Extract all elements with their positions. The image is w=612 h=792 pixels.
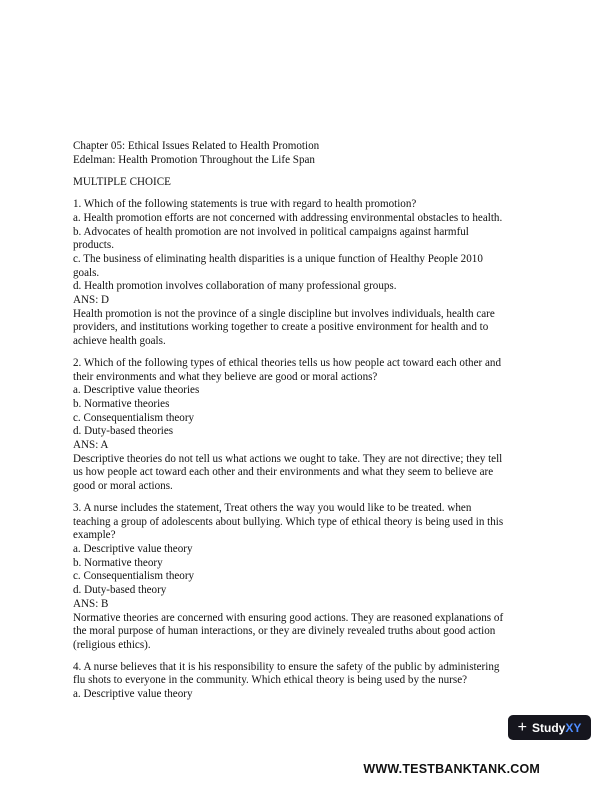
answer-option: c. The business of eliminating health disparities is a unique function of Healthy People 2010 xyxy=(73,252,483,265)
question-list xyxy=(73,198,543,702)
document-body xyxy=(73,140,543,710)
rationale-text: Descriptive theories do not tell us what actions we ought to take. They are not directive; they tell xyxy=(73,452,503,465)
plus-icon: + xyxy=(517,718,527,736)
footer-url[interactable]: WWW.TESTBANKTANK.COM xyxy=(363,762,540,776)
answer-option: c. Consequentialism theory xyxy=(73,570,195,583)
rationale-text: the moral purpose of human interactions, or they are divinely revealed truths about good action xyxy=(73,625,496,638)
question-stem: example? xyxy=(73,529,116,542)
question-stem: 3. A nurse includes the statement, Treat others the way you would like to be treated. when xyxy=(73,501,472,514)
question-stem: 1. Which of the following statements is true with regard to health promotion? xyxy=(73,198,417,211)
rationale-text: Health promotion is not the province of a single discipline but involves individuals, health care xyxy=(73,307,495,320)
answer-option: b. Normative theories xyxy=(73,397,170,410)
answer-option: goals. xyxy=(73,266,100,279)
badge-name-accent: XY xyxy=(565,720,582,735)
answer-key: ANS: A xyxy=(73,439,109,452)
question-stem: flu shots to everyone in the community. Which ethical theory is being used by the nurse? xyxy=(73,674,468,687)
question-block xyxy=(73,357,543,494)
rationale-text: Normative theories are concerned with ensuring good actions. They are reasoned explanations of xyxy=(73,611,504,624)
answer-option: products. xyxy=(73,239,114,252)
rationale-text: good or moral actions. xyxy=(73,480,173,493)
question-block xyxy=(73,661,543,702)
question-stem: 4. A nurse believes that it is his responsibility to ensure the safety of the public by administering xyxy=(73,660,500,673)
section-title: MULTIPLE CHOICE xyxy=(73,176,171,189)
question-block xyxy=(73,198,543,349)
answer-option: c. Consequentialism theory xyxy=(73,411,195,424)
question-stem: 2. Which of the following types of ethical theories tells us how people act toward each other and xyxy=(73,356,502,369)
answer-key: ANS: B xyxy=(73,597,109,610)
question-stem: teaching a group of adolescents about bullying. Which type of ethical theory is being used in this xyxy=(73,515,504,528)
book-title: Edelman: Health Promotion Throughout the Life Span xyxy=(73,153,315,166)
rationale-text: achieve health goals. xyxy=(73,335,166,348)
rationale-text: providers, and institutions working together to create a positive environment for health and to xyxy=(73,321,489,334)
badge-name-main: Study xyxy=(531,720,566,735)
answer-option: b. Normative theory xyxy=(73,556,163,569)
answer-option: a. Health promotion efforts are not concerned with addressing environmental obstacles to health. xyxy=(73,211,503,224)
answer-option: d. Duty-based theory xyxy=(73,584,167,597)
answer-option: b. Advocates of health promotion are not involved in political campaigns against harmful xyxy=(73,225,469,238)
rationale-text: (religious ethics). xyxy=(73,638,151,651)
rationale-text: us how people act toward each other and their environments and what they seem to believe are xyxy=(73,466,494,479)
answer-key: ANS: D xyxy=(73,294,110,307)
answer-option: a. Descriptive value theories xyxy=(73,384,200,397)
document-heading xyxy=(73,140,543,167)
answer-option: a. Descriptive value theory xyxy=(73,688,193,701)
chapter-title: Chapter 05: Ethical Issues Related to Health Promotion xyxy=(73,140,320,152)
answer-option: d. Health promotion involves collaboration of many professional groups. xyxy=(73,280,397,293)
studyxy-badge[interactable] xyxy=(508,715,591,740)
question-block xyxy=(73,502,543,653)
answer-option: d. Duty-based theories xyxy=(73,425,174,438)
answer-option: a. Descriptive value theory xyxy=(73,542,193,555)
question-stem: their environments and what they believe are good or moral actions? xyxy=(73,370,378,383)
